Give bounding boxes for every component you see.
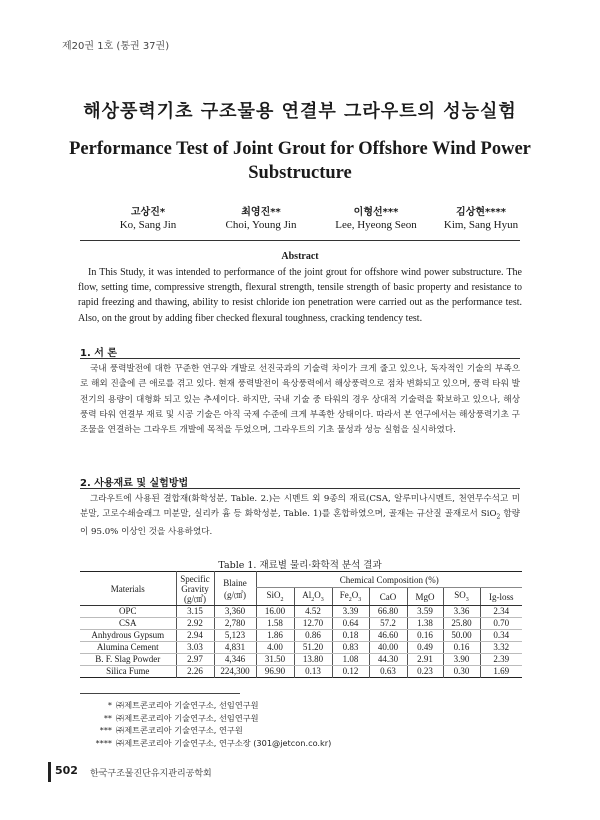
author-name-en: Lee, Hyeong Seon bbox=[335, 219, 417, 231]
cell-ig-loss: 0.34 bbox=[480, 630, 522, 642]
cell-al2o3: 0.86 bbox=[294, 630, 332, 642]
col-header-specific-gravity bbox=[176, 572, 214, 606]
abstract-heading: Abstract bbox=[281, 251, 319, 262]
cell-sio2: 16.00 bbox=[256, 606, 294, 618]
sg-line-1: Specific bbox=[180, 573, 210, 584]
cell-al2o3: 0.13 bbox=[294, 666, 332, 678]
author-name-en: Ko, Sang Jin bbox=[119, 219, 177, 231]
author-name-en: Kim, Sang Hyun bbox=[443, 219, 519, 231]
footnote bbox=[80, 699, 331, 712]
section-2-heading: 2. 사용재료 및 실험방법 bbox=[80, 478, 189, 489]
cell-so3: 25.80 bbox=[443, 618, 480, 630]
author-1 bbox=[88, 203, 208, 231]
cell-cao: 57.2 bbox=[369, 618, 407, 630]
col-header-materials: Materials bbox=[80, 572, 176, 606]
cell-al2o3: 4.52 bbox=[294, 606, 332, 618]
chem-sub: 2 bbox=[348, 596, 352, 603]
footnote-divider bbox=[80, 693, 240, 694]
running-head: 제20권 1호 (통권 37권) bbox=[62, 41, 170, 52]
chem-sub-2: 3 bbox=[320, 596, 324, 603]
cell-cao: 40.00 bbox=[369, 642, 407, 654]
cell-blaine: 224,300 bbox=[214, 666, 256, 678]
chem-sub: 3 bbox=[465, 596, 469, 603]
cell-mgo: 0.16 bbox=[407, 630, 443, 642]
table-row bbox=[80, 666, 522, 678]
table-row bbox=[80, 606, 522, 618]
footnote-text: ㈜제트콘코리아 기술연구소, 선임연구원 bbox=[116, 712, 259, 723]
cell-sg: 2.26 bbox=[176, 666, 214, 678]
section-2-text: 그라우트에 사용된 결합재(화학성분, Table. 2.)는 시멘트 외 9종의 재료(CSA, 알루미나시멘트, 천연무수석고 미분말, 고로수쇄슬래그 미분말, 실리카 흄 등 화학성분, Table. 1)를 혼합하였으며, 골재는 규산질 골재로서 SiO bbox=[80, 494, 520, 520]
section-1-divider bbox=[80, 358, 520, 359]
cell-cao: 0.63 bbox=[369, 666, 407, 678]
cell-material: B. F. Slag Powder bbox=[80, 654, 176, 666]
author-3 bbox=[316, 203, 436, 231]
sg-line-3: (g/㎤) bbox=[184, 593, 206, 604]
chem-sub-2: 3 bbox=[358, 596, 362, 603]
cell-material: Silica Fume bbox=[106, 666, 150, 676]
cell-mgo: 1.38 bbox=[407, 618, 443, 630]
material-properties-table bbox=[80, 571, 522, 678]
blaine-line-2: (g/㎠) bbox=[224, 589, 246, 600]
cell-blaine: 4,831 bbox=[214, 642, 256, 654]
footnote bbox=[80, 737, 331, 750]
chem-sub: 2 bbox=[311, 596, 315, 603]
cell-al2o3: 51.20 bbox=[294, 642, 332, 654]
cell-sg: 2.97 bbox=[176, 654, 214, 666]
cell-sg: 3.15 bbox=[176, 606, 214, 618]
cell-ig-loss: 1.69 bbox=[480, 666, 522, 678]
cell-material: CSA bbox=[80, 618, 176, 630]
cell-mgo: 0.49 bbox=[407, 642, 443, 654]
footnote-mark: ** bbox=[103, 712, 112, 723]
cell-ig-loss: 0.70 bbox=[480, 618, 522, 630]
cell-sg: 2.94 bbox=[176, 630, 214, 642]
footnotes bbox=[80, 699, 331, 749]
chem-label: SO bbox=[454, 590, 466, 601]
cell-mgo: 2.91 bbox=[407, 654, 443, 666]
cell-fe2o3: 0.64 bbox=[332, 618, 369, 630]
table-caption: Table 1. 재료별 물리·화학적 분석 결과 bbox=[218, 560, 382, 571]
footnote-text: ㈜제트콘코리아 기술연구소, 연구소장 (301@jetcon.co.kr) bbox=[116, 737, 332, 748]
cell-cao: 46.60 bbox=[369, 630, 407, 642]
cell-al2o3: 13.80 bbox=[294, 654, 332, 666]
cell-material: Alumina Cement bbox=[80, 642, 176, 654]
table-row bbox=[80, 642, 522, 654]
cell-sio2: 1.86 bbox=[256, 630, 294, 642]
cell-ig-loss: 2.34 bbox=[480, 606, 522, 618]
cell-mgo: 3.59 bbox=[407, 606, 443, 618]
col-header-ig-loss: Ig-loss bbox=[480, 588, 522, 606]
chem-label: Al bbox=[302, 590, 312, 601]
cell-blaine: 5,123 bbox=[214, 630, 256, 642]
author-4 bbox=[421, 203, 541, 231]
chem-label: SiO bbox=[266, 590, 281, 601]
cell-fe2o3: 0.83 bbox=[332, 642, 369, 654]
footnote-mark: * bbox=[107, 700, 112, 710]
section-1-paragraph: 국내 풍력발전에 대한 꾸준한 연구와 개발로 선진국과의 기술력 차이가 크게 줄고 있으나, 독자적인 기술의 부족으로 해외 진출에 큰 애로를 겪고 있다. 현재 풍력발전이 육상풍력에서 해상풍력으로 점차 변화되고 있으며, 풍력 타워 발전기의 용량이 대형화 되고 있는 추세이다. 하지만, 국내 기술 중 타워의 경우 상대적 기술력을 확보하고 있으나, 해상풍력 타워 연결부 재료 및 시공 기술은 아직 국제 수준에 크게 부족한 상태이다. 따라서 본 연구에서는 해상풍력기초 구조물을 연결하는 그라우트 개발에 목적을 두었으며, 그라우트의 기초 물성과 성능 실험을 실시하였다. bbox=[80, 364, 520, 436]
section-2-paragraph bbox=[80, 492, 520, 541]
author-name-en: Choi, Young Jin bbox=[225, 219, 297, 231]
footnote bbox=[80, 712, 331, 725]
section-2-divider bbox=[80, 488, 520, 489]
cell-ig-loss: 3.32 bbox=[480, 642, 522, 654]
footnote-text: ㈜제트콘코리아 기술연구소, 선임연구원 bbox=[116, 700, 259, 710]
title-english: Performance Test of Joint Grout for Offshore Wind Power Substructure bbox=[69, 139, 531, 183]
cell-sio2: 1.58 bbox=[256, 618, 294, 630]
abstract-text: In This Study, it was intended to performance of the joint grout for offshore wind power substructure. The flow, setting time, compressive strength, flexural strength, tensile strength of basic property and resistance to rapid freezing and thawing, ability to resist chloride ion penetration were carried out as the performance test. Also, on the grout by adding fiber checked flexural toughness, cracking tendency test. bbox=[78, 267, 522, 324]
cell-fe2o3: 3.39 bbox=[332, 606, 369, 618]
cell-sio2: 4.00 bbox=[256, 642, 294, 654]
cell-material: Anhydrous Gypsum bbox=[80, 630, 176, 642]
cell-ig-loss: 2.39 bbox=[480, 654, 522, 666]
author-name-ko: 최영진** bbox=[241, 207, 281, 218]
table-row bbox=[80, 630, 522, 642]
chem-sub: 2 bbox=[280, 596, 284, 603]
cell-sio2: 31.50 bbox=[256, 654, 294, 666]
cell-so3: 50.00 bbox=[443, 630, 480, 642]
footnote bbox=[80, 724, 331, 737]
cell-mgo: 0.23 bbox=[407, 666, 443, 678]
cell-blaine: 4,346 bbox=[214, 654, 256, 666]
cell-sg: 2.92 bbox=[176, 618, 214, 630]
journal-name: 한국구조물진단유지관리공학회 bbox=[90, 769, 212, 779]
table-row bbox=[80, 654, 522, 666]
cell-so3: 3.90 bbox=[443, 654, 480, 666]
author-2 bbox=[201, 203, 321, 231]
cell-fe2o3: 1.08 bbox=[332, 654, 369, 666]
footnote-mark: **** bbox=[95, 737, 112, 748]
author-name-ko: 고상진* bbox=[130, 207, 166, 218]
author-name-ko: 이형선*** bbox=[353, 207, 399, 218]
cell-so3: 0.16 bbox=[443, 642, 480, 654]
author-name-ko: 김상현**** bbox=[456, 207, 506, 218]
cell-sg: 3.03 bbox=[176, 642, 214, 654]
cell-blaine: 3,360 bbox=[214, 606, 256, 618]
col-header-so3 bbox=[443, 588, 480, 606]
cell-sio2: 96.90 bbox=[256, 666, 294, 678]
col-header-sio2 bbox=[256, 588, 294, 606]
cell-so3: 3.36 bbox=[443, 606, 480, 618]
col-header-al2o3 bbox=[294, 588, 332, 606]
cell-al2o3: 12.70 bbox=[294, 618, 332, 630]
section-2-text-end: 함량이 95.0% 이상인 것을 사용하였다. bbox=[80, 509, 520, 538]
sg-line-2: Gravity bbox=[181, 583, 209, 594]
chem-label-rest: O bbox=[351, 590, 359, 601]
cell-fe2o3: 0.12 bbox=[332, 666, 369, 678]
col-header-mgo: MgO bbox=[407, 588, 443, 606]
cell-fe2o3: 0.18 bbox=[332, 630, 369, 642]
cell-cao: 66.80 bbox=[369, 606, 407, 618]
chem-label-rest: O bbox=[314, 590, 321, 601]
col-header-blaine bbox=[214, 572, 256, 606]
header-divider bbox=[80, 240, 520, 241]
table-row bbox=[80, 618, 522, 630]
section-2-subscript: 2 bbox=[496, 514, 501, 522]
col-header-cao: CaO bbox=[369, 588, 407, 606]
cell-blaine: 2,780 bbox=[214, 618, 256, 630]
cell-cao: 44.30 bbox=[369, 654, 407, 666]
cell-so3: 0.30 bbox=[443, 666, 480, 678]
section-1-heading: 1. 서 론 bbox=[80, 348, 118, 359]
cell-material: OPC bbox=[80, 606, 176, 618]
footnote-mark: *** bbox=[99, 725, 112, 736]
chem-label: Fe bbox=[339, 590, 349, 601]
blaine-line-1: Blaine bbox=[223, 577, 247, 588]
page-number: 502 bbox=[55, 764, 78, 777]
title-korean: 해상풍력기초 구조물용 연결부 그라우트의 성능실험 bbox=[83, 101, 517, 122]
col-group-chemical-composition: Chemical Composition (%) bbox=[256, 572, 522, 588]
col-header-fe2o3 bbox=[332, 588, 369, 606]
footer-bar bbox=[48, 762, 51, 782]
footnote-text: ㈜제트콘코리아 기술연구소, 연구원 bbox=[116, 725, 243, 736]
